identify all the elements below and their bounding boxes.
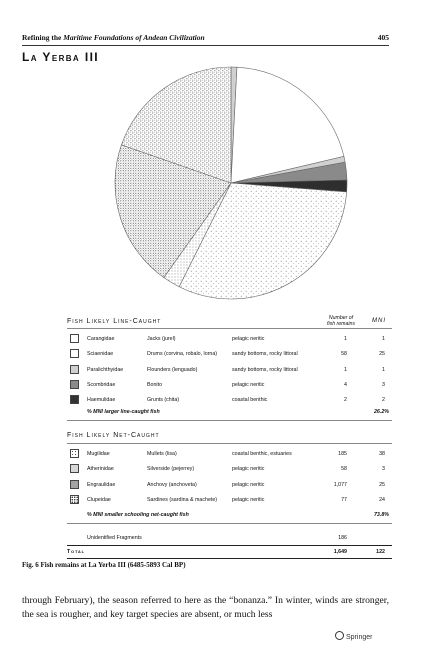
legend-swatch bbox=[70, 365, 79, 374]
legend-row bbox=[70, 395, 392, 409]
common-name: Flounders (lenguado) bbox=[147, 366, 198, 373]
page-number: 405 bbox=[377, 33, 389, 42]
legend-swatch bbox=[70, 349, 79, 358]
divider bbox=[67, 545, 392, 546]
line-caught-summary bbox=[87, 409, 392, 415]
habitat: coastal benthic bbox=[232, 397, 268, 404]
figure-title: La Yerba III bbox=[22, 50, 100, 64]
total-label: Total bbox=[67, 549, 85, 555]
running-title: Refining the Maritime Foundations of Andean Civilization bbox=[22, 33, 205, 42]
habitat: pelagic neritic bbox=[232, 336, 265, 342]
fish-count: 1 bbox=[344, 336, 347, 342]
legend-row bbox=[70, 349, 392, 363]
habitat: pelagic neritic bbox=[232, 466, 265, 473]
net-caught-title: Fish Likely Net-Caught bbox=[67, 432, 160, 439]
legend-row bbox=[70, 380, 392, 394]
family-name: Mugilidae bbox=[87, 451, 110, 457]
body-paragraph: through February), the season referred to here as the “bonanza.” In winter, winds are stronger, the sea is rougher, and key target species are absent, or much less bbox=[22, 595, 389, 620]
line-caught-summary-label: % MNI larger line-caught fish bbox=[87, 409, 160, 415]
legend-swatch bbox=[70, 495, 79, 504]
mni-value: 1 bbox=[382, 366, 385, 373]
net-caught-summary-label: % MNI smaller schooling net-caught fish bbox=[87, 512, 189, 518]
divider bbox=[67, 443, 392, 444]
legend-swatch bbox=[70, 380, 79, 389]
mni-value: 25 bbox=[379, 481, 385, 488]
family-name: Haemulidae bbox=[87, 397, 116, 404]
family-name: Engraulidae bbox=[87, 481, 116, 488]
publisher-name: Springer bbox=[346, 634, 373, 641]
family-name: Sciaenidae bbox=[87, 351, 114, 358]
common-name: Silverside (pejerrey) bbox=[147, 466, 195, 473]
unidentified-label: Unidentified Fragments bbox=[87, 535, 142, 541]
total-count: 1,649 bbox=[333, 549, 347, 555]
mni-value: 38 bbox=[379, 451, 385, 457]
line-caught-title: Fish Likely Line-Caught bbox=[67, 318, 162, 325]
line-caught-summary-value: 26.2% bbox=[373, 409, 389, 415]
legend-row bbox=[70, 449, 392, 463]
divider bbox=[67, 328, 392, 329]
common-name: Sardines (sardina & machete) bbox=[147, 496, 218, 503]
divider bbox=[67, 558, 392, 559]
unidentified-count: 186 bbox=[338, 535, 347, 541]
net-caught-summary-value: 73.8% bbox=[373, 512, 389, 518]
habitat: sandy bottoms, rocky littoral bbox=[232, 351, 298, 358]
habitat: coastal benthic, estuaries bbox=[232, 451, 292, 457]
total-mni: 122 bbox=[376, 549, 385, 555]
legend-swatch bbox=[70, 464, 79, 473]
springer-logo-icon bbox=[335, 631, 344, 640]
habitat: pelagic neritic bbox=[232, 496, 265, 503]
fish-count: 2 bbox=[344, 397, 347, 404]
habitat: pelagic neritic bbox=[232, 381, 265, 388]
legend-swatch bbox=[70, 395, 79, 404]
fish-count: 1 bbox=[344, 366, 347, 373]
net-caught-summary bbox=[87, 512, 392, 518]
legend-row bbox=[70, 480, 392, 494]
column-header-number-text: Number of fish remains bbox=[327, 315, 355, 327]
family-name: Paralichthyidae bbox=[87, 366, 124, 373]
mni-value: 24 bbox=[379, 496, 385, 503]
mni-value: 1 bbox=[382, 336, 385, 342]
common-name: Mullets (lisa) bbox=[147, 451, 177, 457]
legend-swatch bbox=[70, 334, 79, 343]
mni-value: 3 bbox=[382, 381, 385, 388]
common-name: Drums (corvina, robalo, lorna) bbox=[147, 351, 218, 358]
legend-row bbox=[70, 495, 392, 509]
common-name: Grunts (chita) bbox=[147, 397, 180, 404]
figure-caption: Fig. 6 Fish remains at La Yerba III (6485-5893 Cal BP) bbox=[22, 561, 186, 569]
legend-row bbox=[70, 365, 392, 379]
fish-count: 1,077 bbox=[333, 481, 347, 488]
family-name: Scombridae bbox=[87, 381, 116, 388]
family-name: Clupeidae bbox=[87, 496, 111, 503]
column-header-mni: MNI bbox=[372, 318, 386, 324]
fish-count: 185 bbox=[338, 451, 347, 457]
mni-value: 2 bbox=[382, 397, 385, 404]
legend-swatch bbox=[70, 449, 79, 458]
column-header-number bbox=[320, 315, 362, 327]
mni-value: 3 bbox=[382, 466, 385, 473]
pie-chart-svg bbox=[0, 0, 439, 320]
mni-value: 25 bbox=[379, 351, 385, 358]
fish-count: 58 bbox=[341, 351, 347, 358]
legend-row bbox=[70, 334, 392, 348]
family-name: Carangidae bbox=[87, 336, 115, 342]
common-name: Bonito bbox=[147, 381, 163, 388]
fish-count: 4 bbox=[344, 381, 347, 388]
divider bbox=[67, 420, 392, 421]
legend-swatch bbox=[70, 480, 79, 489]
divider bbox=[67, 523, 392, 524]
fish-count: 58 bbox=[341, 466, 347, 473]
pie-chart bbox=[0, 0, 439, 320]
publisher-mark bbox=[335, 631, 372, 641]
legend-row bbox=[70, 464, 392, 478]
habitat: sandy bottoms, rocky littoral bbox=[232, 366, 298, 373]
family-name: Atherinidae bbox=[87, 466, 114, 473]
common-name: Anchovy (anchoveta) bbox=[147, 481, 197, 488]
common-name: Jacks (jurel) bbox=[147, 336, 176, 342]
fish-count: 77 bbox=[341, 496, 347, 503]
habitat: pelagic neritic bbox=[232, 481, 265, 488]
